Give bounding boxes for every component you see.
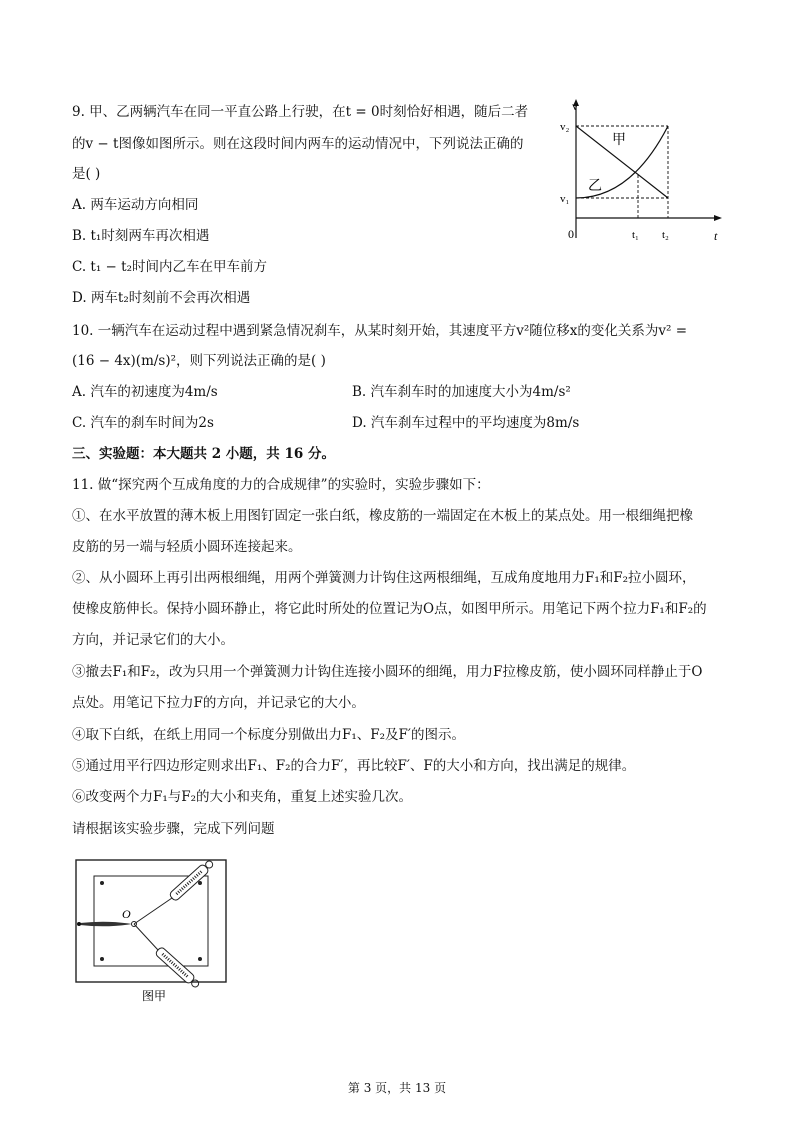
q9-option-c: C. t₁ − t₂时间内乙车在甲车前方 — [72, 259, 267, 275]
q11-step2-line3: 方向，并记录它们的大小。 — [72, 632, 234, 648]
q10-option-a: A. 汽车的初速度为4m/s — [72, 384, 218, 400]
q9-line2: 的v − t图像如图所示。则在这段时间内两车的运动情况中，下列说法正确的 — [72, 136, 524, 152]
q10-option-c: C. 汽车的刹车时间为2s — [72, 415, 214, 431]
q10-option-b: B. 汽车刹车时的加速度大小为4m/s² — [352, 384, 571, 400]
q11-step3-line1: ③撤去F₁和F₂，改为只用一个弹簧测力计钩住连接小圆环的细绳，用力F拉橡皮筋，使小圆环同样静止于O — [72, 664, 703, 680]
q9-line3: 是( ) — [72, 166, 101, 182]
t-axis-label: t — [714, 229, 718, 243]
pin-icon — [100, 957, 104, 961]
q11-step2-line2: 使橡皮筋伸长。保持小圆环静止，将它此时所处的位置记为O点，如图甲所示。用笔记下两个拉力F₁和F₂的 — [72, 601, 707, 617]
spring-scale-lower — [155, 946, 201, 989]
t2-label: t₂ — [662, 229, 669, 241]
figure-caption: 图甲 — [142, 989, 167, 1003]
rubber-band — [80, 922, 132, 927]
q11-step1-line1: ①、在水平放置的薄木板上用图钉固定一张白纸，橡皮筋的一端固定在木板上的某点处。用一根细绳把橡 — [72, 508, 693, 524]
q10-line1: 10. 一辆汽车在运动过程中遇到紧急情况刹车，从某时刻开始，其速度平方v²随位移x的变化关系为v² = — [72, 323, 688, 339]
yi-label: 乙 — [588, 178, 602, 194]
q9-option-a: A. 两车运动方向相同 — [72, 197, 199, 213]
pin-icon — [198, 881, 202, 885]
q11-step1-line2: 皮筋的另一端与轻质小圆环连接起来。 — [72, 539, 302, 555]
wood-board — [76, 860, 226, 982]
jia-label: 甲 — [612, 132, 626, 148]
q11-step6: ⑥改变两个力F₁与F₂的大小和夹角，重复上述实验几次。 — [72, 789, 413, 805]
t1-label: t₁ — [632, 229, 639, 241]
q11-step4: ④取下白纸，在纸上用同一个标度分别做出力F₁、F₂及F′的图示。 — [72, 727, 465, 743]
v-axis-label: v — [572, 99, 578, 113]
fixed-point-icon — [77, 922, 81, 926]
vt-graph-figure — [556, 98, 726, 248]
origin-label: 0 — [568, 227, 574, 241]
page-footer: 第 3 页，共 13 页 — [347, 1081, 447, 1095]
string-lower — [134, 924, 158, 950]
q11-intro: 11. 做“探究两个互成角度的力的合成规律”的实验时，实验步骤如下： — [72, 477, 490, 493]
string-upper — [134, 898, 172, 924]
q9-option-b: B. t₁时刻两车再次相遇 — [72, 228, 210, 244]
point-o-label: O — [122, 907, 131, 921]
q10-option-d: D. 汽车刹车过程中的平均速度为8m/s — [352, 415, 580, 431]
q9-line1: 9. 甲、乙两辆汽车在同一平直公路上行驶，在t = 0时刻恰好相遇，随后二者 — [72, 104, 529, 120]
q10-line2: (16 − 4x)(m/s)²，则下列说法正确的是( ) — [72, 353, 326, 369]
q9-option-d: D. 两车t₂时刻前不会再次相遇 — [72, 290, 251, 306]
v2-label: v₂ — [560, 121, 570, 133]
figure-jia — [72, 848, 232, 1008]
q11-step5: ⑤通过用平行四边形定则求出F₁、F₂的合力F′，再比较F′、F的大小和方向，找出满足的规律。 — [72, 758, 636, 774]
q11-step2-line1: ②、从小圆环上再引出两根细绳，用两个弹簧测力计钩住这两根细绳，互成角度地用力F₁和F₂拉小圆环， — [72, 570, 696, 586]
section-heading: 三、实验题：本大题共 2 小题，共 16 分。 — [72, 446, 335, 462]
pin-icon — [198, 957, 202, 961]
v1-label: v₁ — [560, 193, 570, 205]
t-axis-arrow-icon — [714, 215, 722, 221]
q11-ask: 请根据该实验步骤，完成下列问题 — [72, 821, 275, 837]
pin-icon — [100, 881, 104, 885]
white-paper — [94, 876, 208, 966]
q11-step3-line2: 点处。用笔记下拉力F的方向，并记录它的大小。 — [72, 695, 365, 711]
